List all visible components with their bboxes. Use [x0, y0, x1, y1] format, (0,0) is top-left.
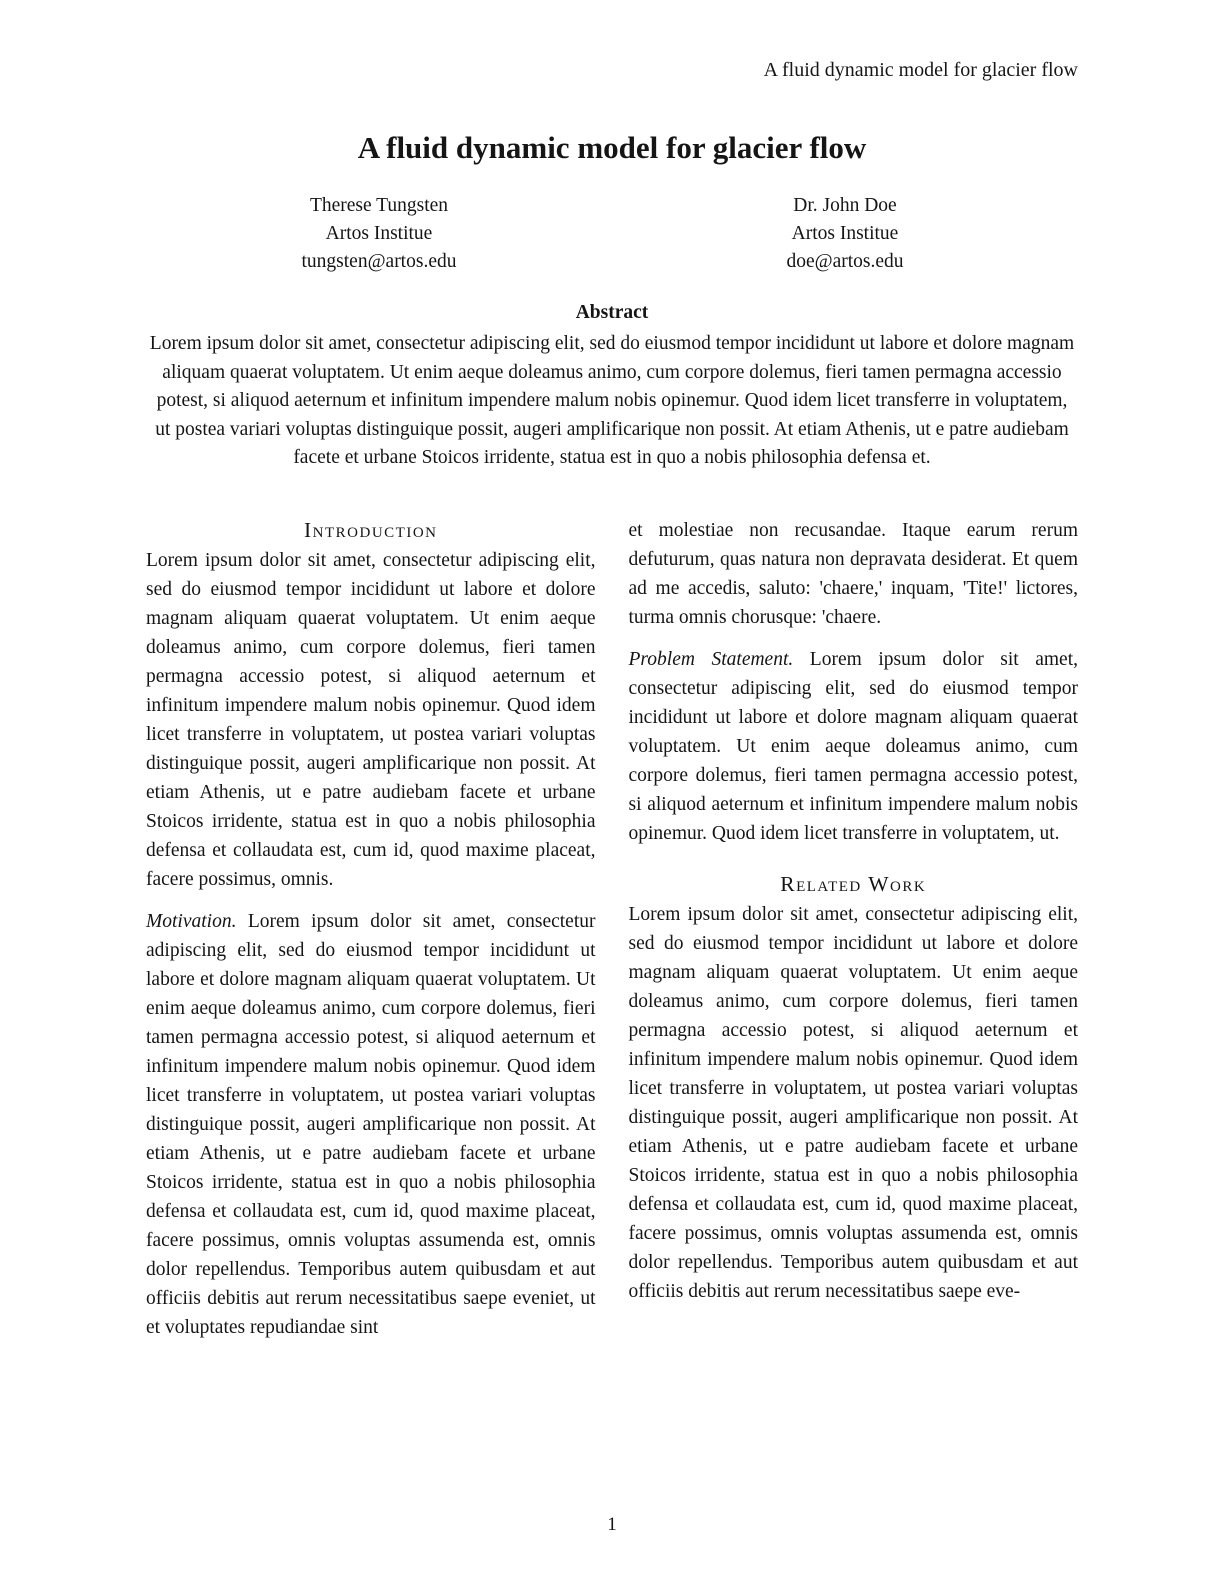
- author-name: Dr. John Doe: [793, 195, 897, 216]
- section-heading-introduction: Introduction: [304, 517, 438, 542]
- author-email: doe@artos.edu: [786, 251, 904, 272]
- author-2: [612, 192, 1078, 276]
- author-name: Therese Tungsten: [309, 195, 449, 216]
- author-affiliation: Artos Institue: [325, 223, 433, 244]
- page-number: 1: [607, 1514, 617, 1535]
- problem-statement-run-in-heading: Problem Statement.: [628, 648, 794, 670]
- paper-title: A fluid dynamic model for glacier flow: [357, 130, 867, 165]
- motivation-paragraph: [146, 907, 596, 1342]
- motivation-paragraph-text: Lorem ipsum dolor sit amet, consectetur adipiscing elit, sed do eiusmod tempor incididunt ut labore et dolore magnam aliquam quaerat voluptatem. Ut enim aeque doleamus animo, cum corpore dolemus, fieri tamen permagna accessio potest, si aliquod aeternum et infinitum impendere malum nobis opinemur. Quod idem licet transferre in voluptatem, ut postea variari voluptas distinguique possit, augeri amplificarique non possit. At etiam Athenis, ut e patre audiebam facete et urbane Stoicos irridente, statua est in quo a nobis philosophia defensa et collaudata est, cum id, quod maxime placeat, facere possimus, omnis voluptas assumenda est, omnis dolor repellendus. Temporibus autem quibusdam et aut officiis debitis aut rerum necessitatibus saepe eveniet, ut et voluptates repudiandae sint: [146, 910, 596, 1338]
- body-columns: [146, 516, 1078, 1342]
- section-heading-related-work: Related Work: [780, 871, 927, 896]
- running-head: A fluid dynamic model for glacier flow: [763, 59, 1078, 81]
- introduction-continued-paragraph: et molestiae non recusandae. Itaque earum rerum defuturum, quas natura non depravata desiderat. Et quem ad me accedis, saluto: 'chaere,' inquam, 'Tite!' lictores, turma omnis chorusque: 'chaere.: [628, 519, 1078, 628]
- related-work-paragraph: Lorem ipsum dolor sit amet, consectetur adipiscing elit, sed do eiusmod tempor incididunt ut labore et dolore magnam aliquam quaerat voluptatem. Ut enim aeque doleamus animo, cum corpore dolemus, fieri tamen permagna accessio potest, si aliquod aeternum et infinitum impendere malum nobis opinemur. Quod idem licet transferre in voluptatem, ut postea variari voluptas distinguique possit, augeri amplificarique non possit. At etiam Athenis, ut e patre audiebam facete et urbane Stoicos irridente, statua est in quo a nobis philosophia defensa et collaudata est, cum id, quod maxime placeat, facere possimus, omnis voluptas assumenda est, omnis dolor repellendus. Temporibus autem quibusdam et aut officiis debitis aut rerum necessitatibus saepe eve-: [628, 903, 1078, 1302]
- author-email: tungsten@artos.edu: [301, 251, 457, 272]
- author-affiliation: Artos Institue: [791, 223, 899, 244]
- problem-statement-paragraph: [629, 645, 1079, 848]
- abstract-text: Lorem ipsum dolor sit amet, consectetur adipiscing elit, sed do eiusmod tempor incididunt ut labore et dolore magnam aliquam quaerat voluptatem. Ut enim aeque doleamus animo, cum corpore dolemus, fieri tamen permagna accessio potest, si aliquod aeternum et infinitum impendere malum nobis opinemur. Quod idem licet transferre in voluptatem, ut postea variari voluptas distinguique possit, augeri amplificarique non possit. At etiam Athenis, ut e patre audiebam facete et urbane Stoicos irridente, statua est in quo a nobis philosophia defensa et.: [149, 333, 1075, 468]
- abstract-section: [146, 300, 1078, 473]
- motivation-run-in-heading: Motivation.: [146, 910, 237, 932]
- introduction-paragraph: Lorem ipsum dolor sit amet, consectetur adipiscing elit, sed do eiusmod tempor incididunt ut labore et dolore magnam aliquam quaerat voluptatem. Ut enim aeque doleamus animo, cum corpore dolemus, fieri tamen permagna accessio potest, si aliquod aeternum et infinitum impendere malum nobis opinemur. Quod idem licet transferre in voluptatem, ut postea variari voluptas distinguique possit, augeri amplificarique non possit. At etiam Athenis, ut e patre audiebam facete et urbane Stoicos irridente, statua est in quo a nobis philosophia defensa et collaudata est, cum id, quod maxime placeat, facere possimus, omnis.: [146, 549, 596, 890]
- author-block: [146, 192, 1078, 276]
- right-column: [629, 516, 1079, 1342]
- abstract-heading: Abstract: [575, 302, 649, 323]
- author-1: [146, 192, 612, 276]
- left-column: [146, 516, 596, 1342]
- problem-statement-paragraph-text: Lorem ipsum dolor sit amet, consectetur adipiscing elit, sed do eiusmod tempor incididunt ut labore et dolore magnam aliquam quaerat voluptatem. Ut enim aeque doleamus animo, cum corpore dolemus, fieri tamen permagna accessio potest, si aliquod aeternum et infinitum impendere malum nobis opinemur. Quod idem licet transferre in voluptatem, ut.: [628, 648, 1078, 844]
